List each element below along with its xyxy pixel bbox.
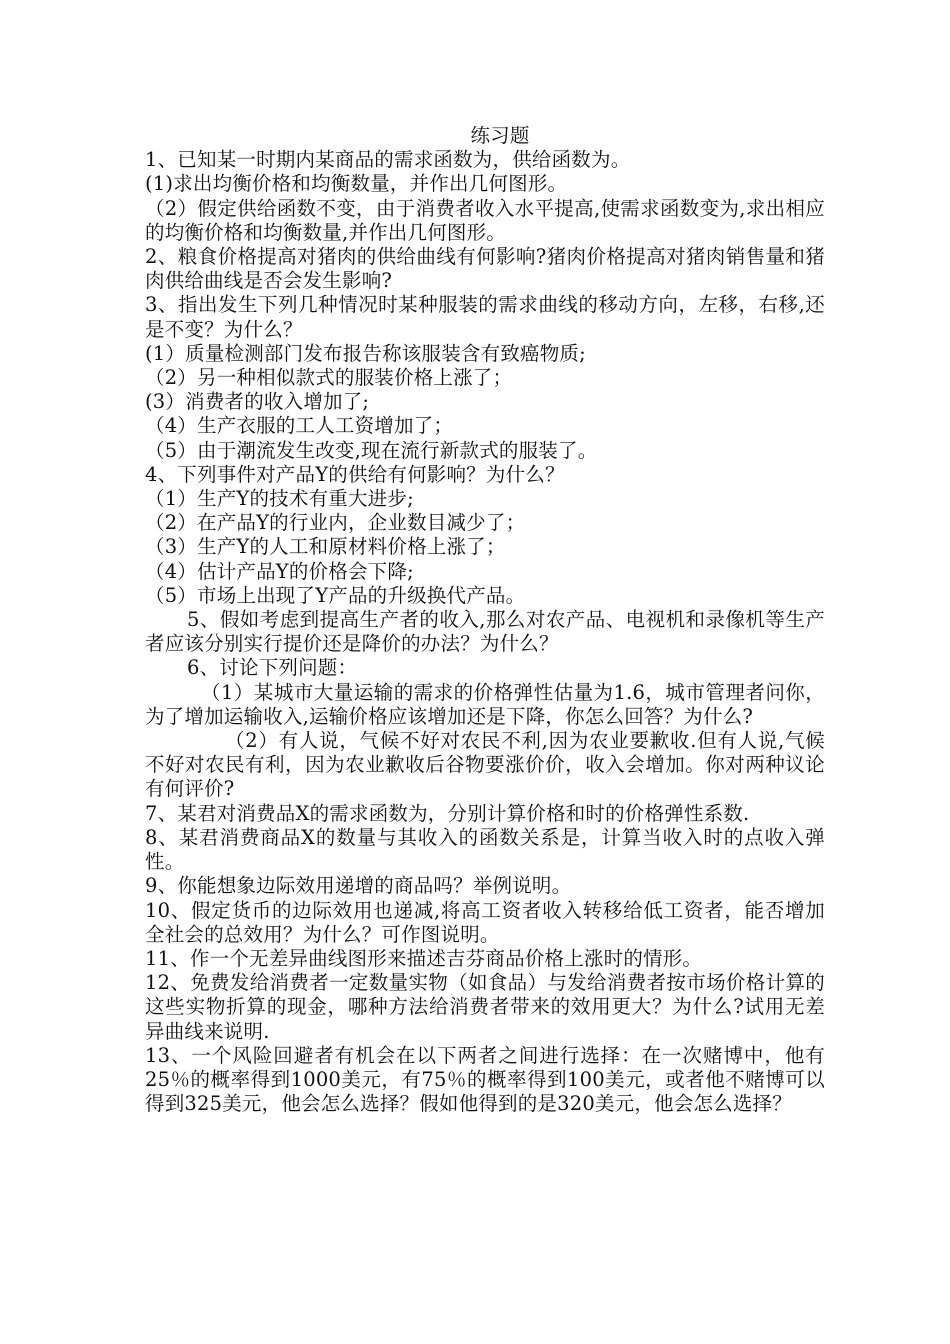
q3-part1: (1）质量检测部门发布报告称该服装含有致癌物质; xyxy=(145,341,586,365)
q3-part5: （5）由于潮流发生改变,现在流行新款式的服装了。 xyxy=(145,438,598,462)
q6-part2: （2）有人说，气候不好对农民不利,因为农业要歉收.但有人说,气候不好对农民有利，因为农业歉收后谷物要涨价价，收入会增加。你对两种议论有何评价? xyxy=(145,729,825,801)
q2-text: 2、粮食价格提高对猪肉的供给曲线有何影响?猪肉价格提高对猪肉销售量和猪肉供给曲线是否会发生影响? xyxy=(145,245,825,293)
q3-part4: （4）生产衣服的工人工资增加了； xyxy=(145,414,454,438)
document-title: 练习题 xyxy=(470,124,530,147)
q4-text: 4、下列事件对产品Y的供给有何影响？为什么？ xyxy=(145,462,565,486)
q10-text: 10、假定货币的边际效用也递减,将高工资者收入转移给低工资者，能否增加全社会的总效用？为什么？可作图说明。 xyxy=(145,898,825,946)
q6-text: 6、讨论下列问题： xyxy=(187,656,358,680)
q1-part2: （2）假定供给函数不变，由于消费者收入水平提高,使需求函数变为,求出相应的均衡价格和均衡数量,并作出几何图形。 xyxy=(145,196,825,244)
q4-part2: （2）在产品Y的行业内，企业数目减少了； xyxy=(145,511,526,535)
q3-part3: (3）消费者的收入增加了; xyxy=(145,390,370,414)
q11-text: 11、作一个无差异曲线图形来描述吉芬商品价格上涨时的情形。 xyxy=(145,946,703,970)
q1-part1: (1)求出均衡价格和均衡数量，并作出几何图形。 xyxy=(145,172,568,196)
q13-text: 13、一个风险回避者有机会在以下两者之间进行选择：在一次赌博中，他有25％的概率得到1000美元，有75％的概率得到100美元，或者他不赌博可以得到325美元，他会怎么选择？假如他得到的是320美元，他会怎么选择？ xyxy=(145,1043,825,1116)
q7-text: 7、某君对消费品X的需求函数为，分别计算价格和时的价格弹性系数. xyxy=(145,801,750,825)
q8-text: 8、某君消费商品X的数量与其收入的函数关系是，计算当收入时的点收入弹性。 xyxy=(145,825,825,874)
q3-text: 3、指出发生下列几种情况时某种服装的需求曲线的移动方向，左移，右移,还是不变？为什么？ xyxy=(145,293,825,341)
q12-text: 12、免费发给消费者一定数量实物（如食品）与发给消费者按市场价格计算的这些实物折算的现金，哪种方法给消费者带来的效用更大？为什么?试用无差异曲线来说明. xyxy=(145,971,825,1043)
q5-text: 5、假如考虑到提高生产者的收入,那么对农产品、电视机和录像机等生产者应该分别实行提价还是降价的办法？为什么？ xyxy=(145,608,825,656)
q4-part1: （1）生产Y的技术有重大进步; xyxy=(145,487,414,511)
q4-part4: （4）估计产品Y的价格会下降; xyxy=(145,559,414,583)
q3-part2: （2）另一种相似款式的服装价格上涨了； xyxy=(145,366,513,390)
q9-text: 9、你能想象边际效用递增的商品吗？举例说明。 xyxy=(145,874,572,898)
q4-part5: （5）市场上出现了Y产品的升级换代产品。 xyxy=(145,583,526,607)
q4-part3: （3）生产Y的人工和原材料价格上涨了； xyxy=(145,535,506,559)
document-page xyxy=(145,124,825,1116)
q1-text: 1、已知某一时期内某商品的需求函数为，供给函数为。 xyxy=(145,148,631,172)
q6-part1: （1）某城市大量运输的需求的价格弹性估量为1.6，城市管理者问你，为了增加运输收入,运输价格应该增加还是下降，你怎么回答？为什么? xyxy=(145,680,825,728)
